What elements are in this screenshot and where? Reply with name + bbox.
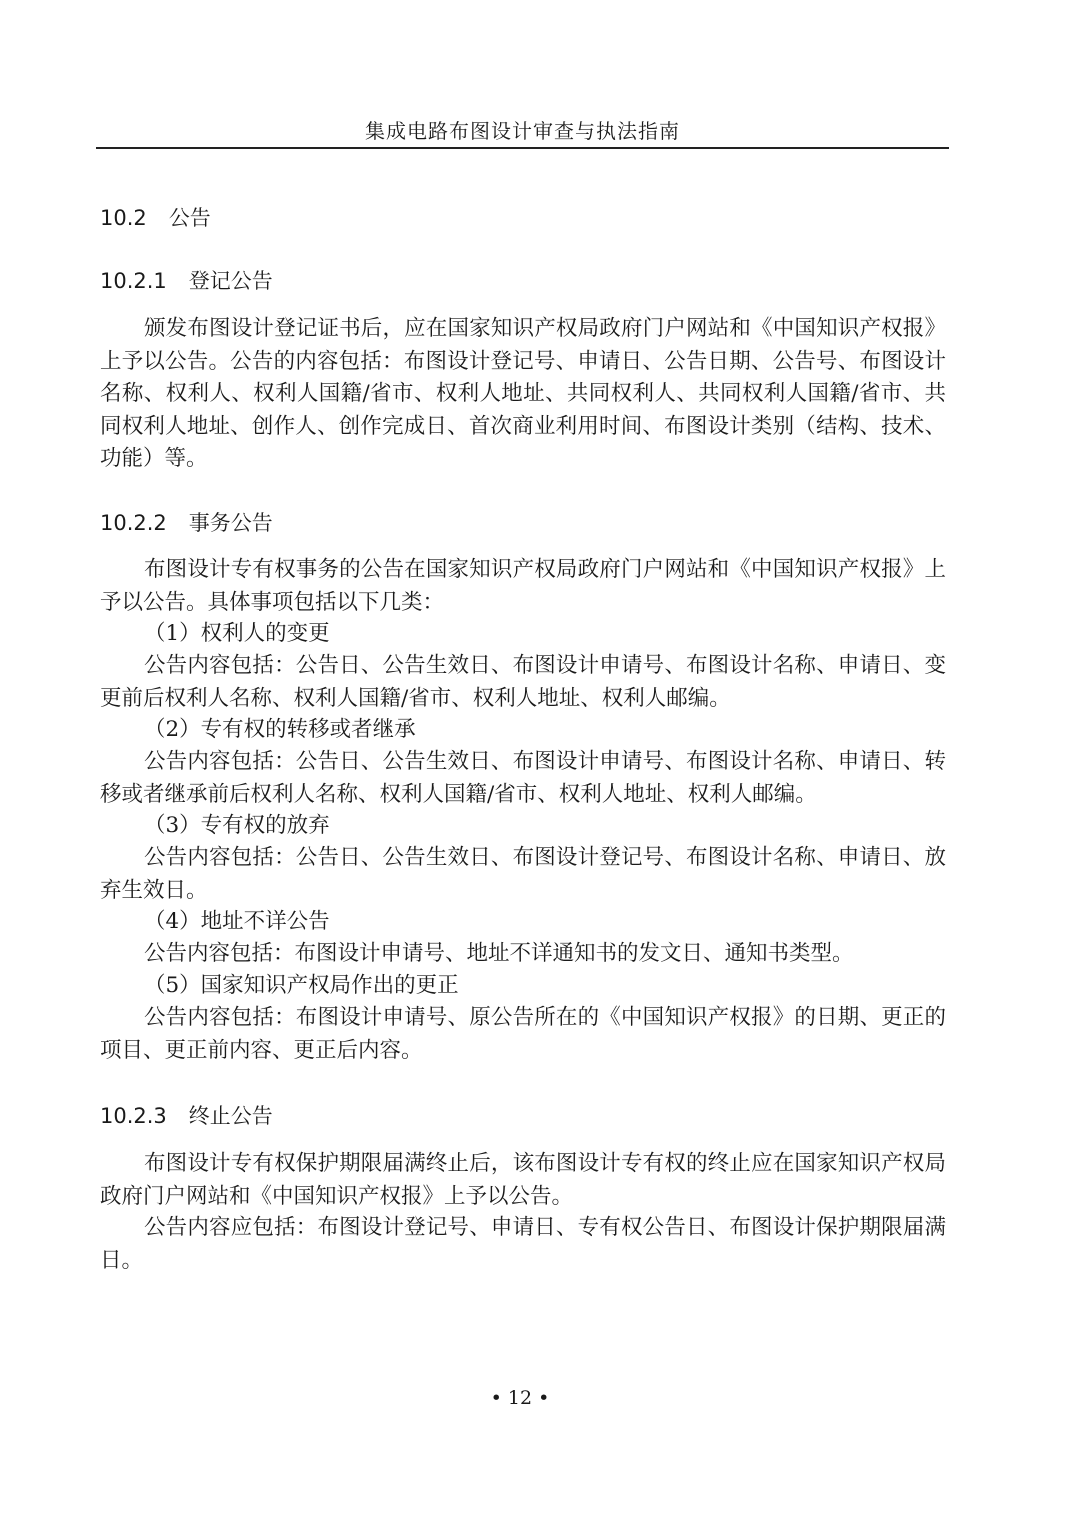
subsection-number: 10.2.3 [100,1104,167,1128]
subsection-heading-10-2-3 [100,1101,273,1131]
running-header: 集成电路布图设计审查与执法指南 [365,119,680,143]
subsection-title: 登记公告 [188,269,273,293]
paragraph-termination-content: 公告内容应包括：布图设计登记号、申请日、专有权公告日、布图设计保护期限届满日。 [100,1215,946,1273]
list-item-text: 公告内容包括：公告日、公告生效日、布图设计申请号、布图设计名称、申请日、变更前后权利人名称、权利人国籍/省市、权利人地址、权利人邮编。 [100,653,946,711]
page-number: • 12 • [490,1387,550,1409]
list-item-title: （1）权利人的变更 [144,621,330,646]
header-rule [96,147,949,149]
list-item-title: （2）专有权的转移或者继承 [144,717,416,742]
list-item-text: 公告内容包括：公告日、公告生效日、布图设计申请号、布图设计名称、申请日、转移或者继承前后权利人名称、权利人国籍/省市、权利人地址、权利人邮编。 [100,749,946,807]
subsection-number: 10.2.1 [100,269,167,293]
list-item-title: （4）地址不详公告 [144,909,330,934]
paragraph-termination-notice: 布图设计专有权保护期限届满终止后，该布图设计专有权的终止应在国家知识产权局政府门户网站和《中国知识产权报》上予以公告。 [100,1151,946,1209]
list-item-text: 公告内容包括：布图设计申请号、原公告所在的《中国知识产权报》的日期、更正的项目、更正前内容、更正后内容。 [100,1005,946,1063]
section-title: 公告 [168,206,211,230]
subsection-heading-10-2-1 [100,266,273,296]
list-item-title: （5）国家知识产权局作出的更正 [144,973,459,998]
subsection-title: 终止公告 [188,1104,273,1128]
list-item-text: 公告内容包括：公告日、公告生效日、布图设计登记号、布图设计名称、申请日、放弃生效日。 [100,845,946,903]
list-item-text: 公告内容包括：布图设计申请号、地址不详通知书的发文日、通知书类型。 [144,941,854,966]
subsection-title: 事务公告 [188,511,273,535]
paragraph-affairs-intro: 布图设计专有权事务的公告在国家知识产权局政府门户网站和《中国知识产权报》上予以公告。具体事项包括以下几类： [100,557,946,615]
list-item-title: （3）专有权的放弃 [144,813,330,838]
section-number: 10.2 [100,206,147,230]
section-heading [100,203,211,233]
subsection-heading-10-2-2 [100,508,273,538]
paragraph-registration-notice: 颁发布图设计登记证书后，应在国家知识产权局政府门户网站和《中国知识产权报》上予以公告。公告的内容包括：布图设计登记号、申请日、公告日期、公告号、布图设计名称、权利人、权利人国籍/省市、权利人地址、共同权利人、共同权利人国籍/省市、共同权利人地址、创作人、创作完成日、首次商业利用时间、布图设计类别（结构、技术、功能）等。 [100,316,946,471]
subsection-number: 10.2.2 [100,511,167,535]
